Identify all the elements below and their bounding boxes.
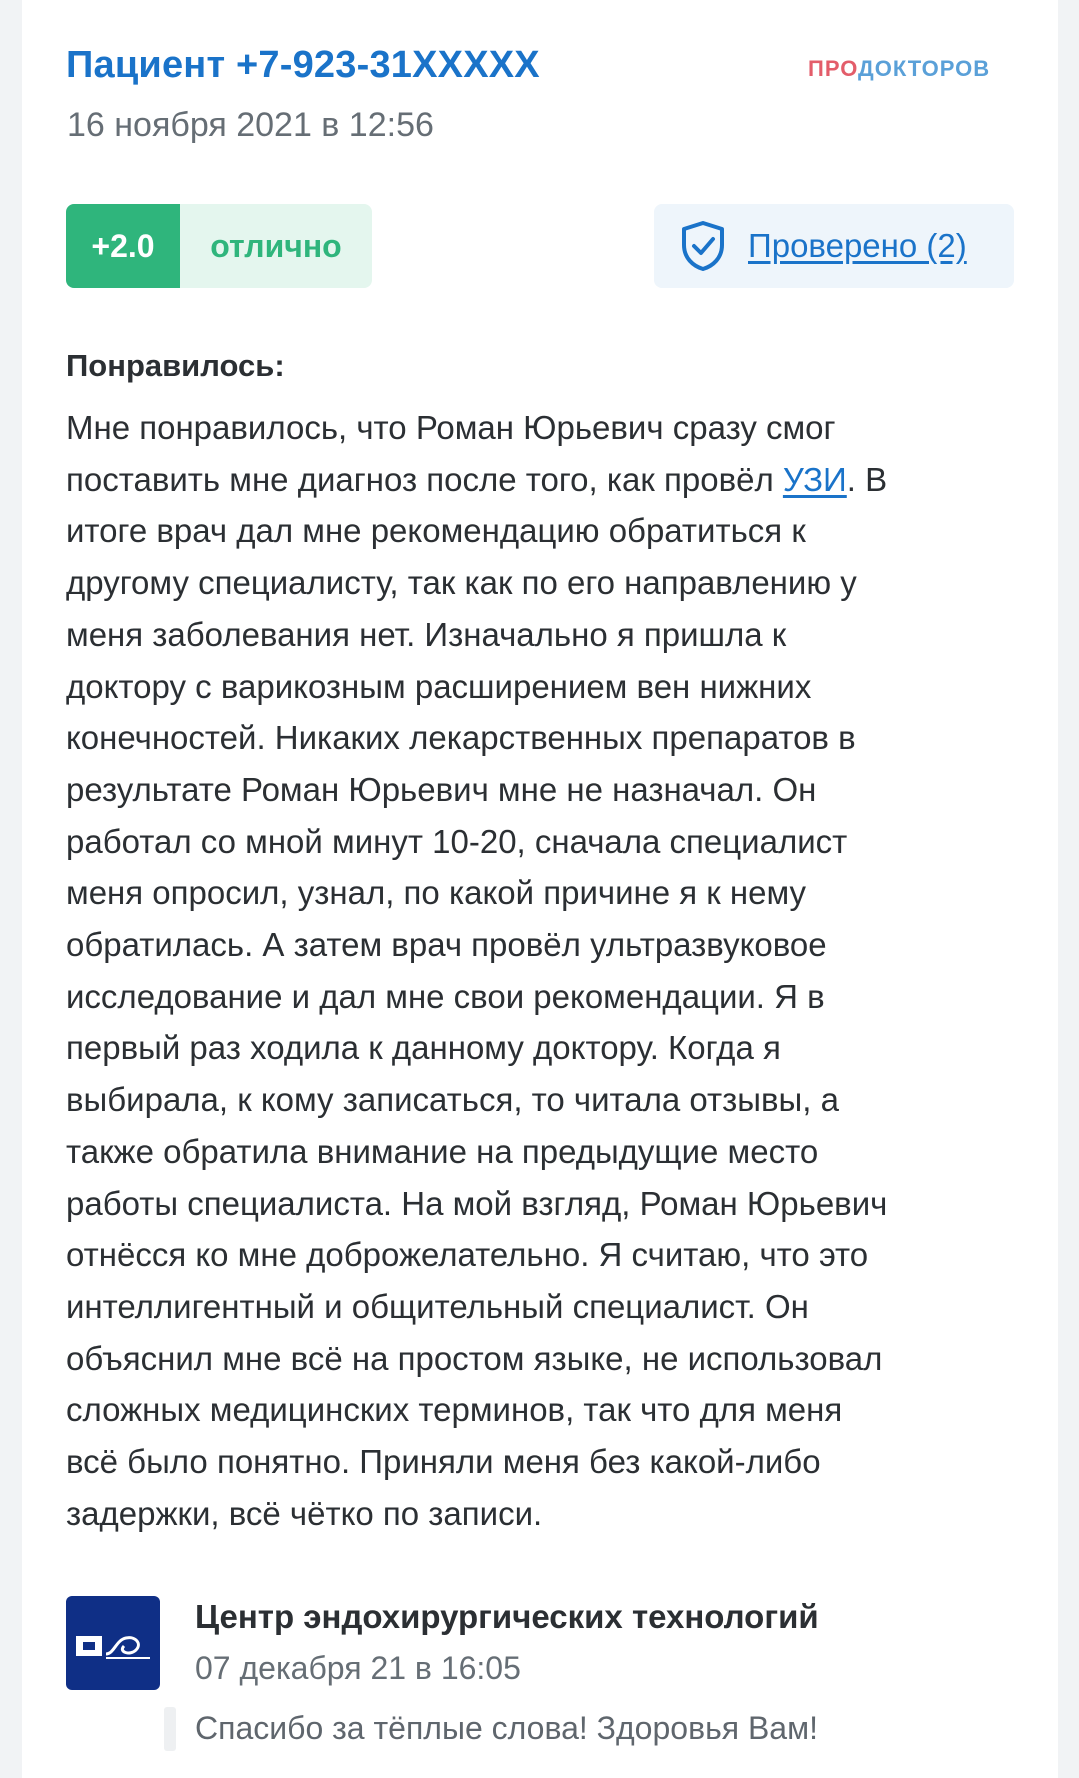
verified-label: Проверено (2) [748, 227, 967, 264]
shield-check-icon [680, 220, 726, 272]
body-line: задержки, всё чётко по записи. [66, 1494, 543, 1532]
body-line: первый раз ходила к данному доктору. Когда я [66, 1029, 781, 1067]
body-line: отнёсся ко мне доброжелательно. Я считаю, что это [66, 1236, 869, 1274]
logo-part-pro: ПРО [808, 56, 859, 81]
body-line: выбирала, к кому записаться, то читала отзывы, а [66, 1081, 839, 1119]
body-line: работы специалиста. На мой взгляд, Роман Юрьевич [66, 1184, 888, 1222]
body-line: также обратила внимание на предыдущие место [66, 1132, 819, 1170]
reply-text: Спасибо за тёплые слова! Здоровья Вам! [195, 1710, 818, 1746]
body-line: меня заболевания нет. Изначально я пришла к [66, 615, 787, 653]
reply-date: 07 декабря 21 в 16:05 [195, 1650, 521, 1686]
prodoctorov-logo[interactable] [808, 56, 990, 82]
rating-badge [66, 204, 372, 288]
body-line: интеллигентный и общительный специалист. Он [66, 1287, 809, 1325]
body-line: работал со мной минут 10-20, сначала специалист [66, 822, 848, 860]
review-body [66, 402, 1016, 1539]
body-line: сложных медицинских терминов, так что для меня [66, 1391, 843, 1429]
body-line-tail: . В [846, 460, 888, 498]
uzi-link[interactable]: УЗИ [782, 460, 847, 498]
clinic-name[interactable]: Центр эндохирургических технологий [195, 1598, 819, 1635]
verified-button[interactable] [654, 204, 1014, 288]
reply-quote-bar [164, 1707, 176, 1751]
body-line [66, 454, 1016, 506]
body-line: обратилась. А затем врач провёл ультразвуковое [66, 926, 827, 964]
logo-part-doc: ДОКТОРОВ [858, 56, 991, 81]
body-line: результате Роман Юрьевич мне не назначал. Он [66, 770, 817, 808]
body-line: доктору с варикозным расширением вен нижних [66, 667, 812, 705]
rating-label: отлично [180, 204, 372, 288]
clinic-logo-icon [66, 1596, 160, 1690]
body-line: исследование и дал мне свои рекомендации. Я в [66, 977, 825, 1015]
body-line: другому специалисту, так как по его направлению у [66, 564, 857, 602]
body-line: объяснил мне всё на простом языке, не использовал [66, 1339, 883, 1377]
body-line-text: поставить мне диагноз после того, как провёл [66, 460, 783, 498]
review-author-link[interactable]: Пациент +7-923-31XXXXX [66, 44, 540, 86]
clinic-avatar[interactable] [66, 1596, 160, 1690]
body-line: итоге врач дал мне рекомендацию обратиться к [66, 512, 806, 550]
body-line: меня опросил, узнал, по какой причине я к нему [66, 874, 807, 912]
rating-score: +2.0 [66, 204, 180, 288]
body-line: Мне понравилось, что Роман Юрьевич сразу смог [66, 409, 836, 446]
body-line: всё было понятно. Приняли меня без какой-либо [66, 1443, 821, 1481]
review-date: 16 ноября 2021 в 12:56 [67, 106, 434, 144]
body-line: конечностей. Никаких лекарственных препаратов в [66, 719, 856, 757]
section-liked-title: Понравилось: [66, 348, 285, 383]
